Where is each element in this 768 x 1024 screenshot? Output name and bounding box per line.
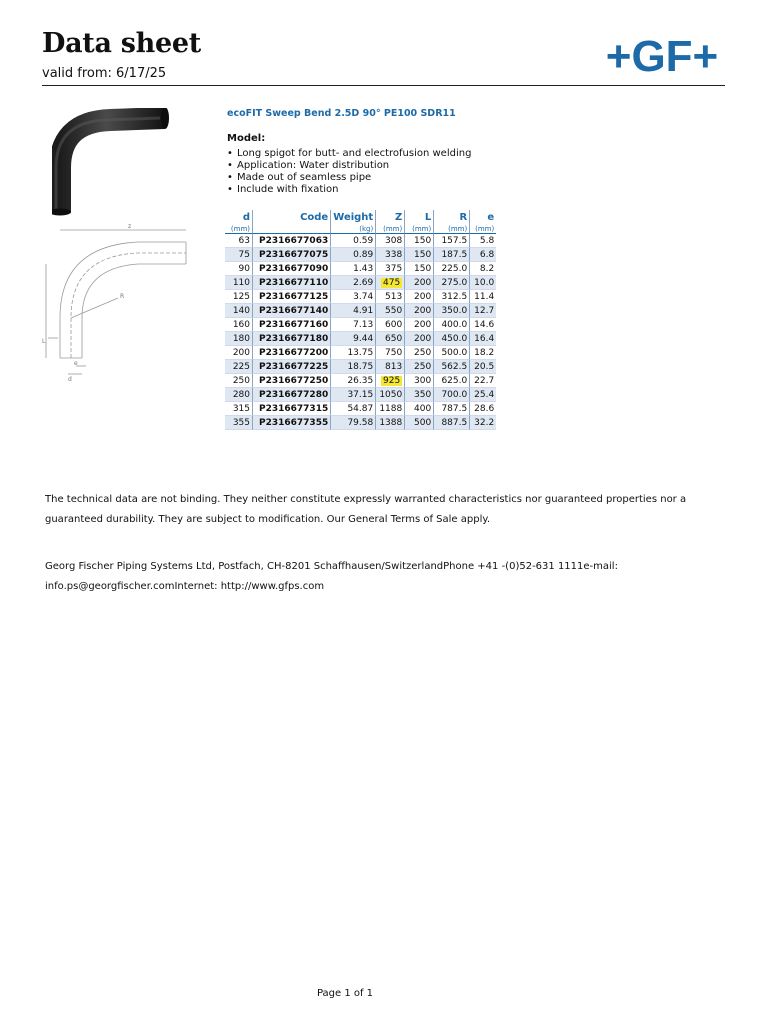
gf-logo-text: +GF+ (605, 36, 719, 76)
table-cell: 26.35 (331, 374, 376, 388)
table-cell: 2.69 (331, 276, 376, 290)
table-cell: 200 (225, 346, 253, 360)
table-cell: 225.0 (434, 262, 470, 276)
feature-item: • Made out of seamless pipe (227, 172, 471, 184)
table-cell: 18.2 (470, 346, 496, 360)
table-cell: 400 (405, 402, 434, 416)
unit-weight: (kg) (331, 224, 376, 234)
table-row (225, 416, 496, 430)
table-cell: 250 (405, 360, 434, 374)
drawing-label-z: z (128, 223, 132, 230)
disclaimer-text: The technical data are not binding. They neither constitute expressly warranted characteristics nor guaranteed properties nor a guaranteed durability. They are subject to modification. Our General Terms of Sale apply. (45, 494, 687, 525)
table-cell: 225 (225, 360, 253, 374)
table-cell: 355 (225, 416, 253, 430)
table-cell: P2316677355 (253, 416, 331, 430)
unit-r: (mm) (434, 224, 470, 234)
table-cell: 1050 (376, 388, 405, 402)
table-cell: P2316677125 (253, 290, 331, 304)
table-cell: 562.5 (434, 360, 470, 374)
highlighted-value: 925 (383, 375, 401, 386)
table-cell: 650 (376, 332, 405, 346)
table-cell: 280 (225, 388, 253, 402)
feature-item: • Include with fixation (227, 184, 471, 196)
table-cell: 10.0 (470, 276, 496, 290)
model-label: Model: (227, 133, 266, 144)
valid-from-date: valid from: 6/17/25 (42, 66, 167, 81)
table-cell: 150 (405, 262, 434, 276)
table-cell: 500 (405, 416, 434, 430)
feature-item: • Long spigot for butt- and electrofusion welding (227, 148, 471, 160)
table-cell: 513 (376, 290, 405, 304)
table-cell: 625.0 (434, 374, 470, 388)
table-cell: 1388 (376, 416, 405, 430)
table-cell: 22.7 (470, 374, 496, 388)
table-cell: 9.44 (331, 332, 376, 346)
page-number: Page 1 of 1 (316, 988, 374, 999)
table-cell: 200 (405, 318, 434, 332)
table-cell: 1188 (376, 402, 405, 416)
table-cell: 338 (376, 248, 405, 262)
table-cell: 200 (405, 332, 434, 346)
table-cell: 37.15 (331, 388, 376, 402)
table-cell: 160 (225, 318, 253, 332)
header-e: e (487, 211, 495, 223)
table-cell: 450.0 (434, 332, 470, 346)
drawing-label-l: L (42, 338, 46, 345)
table-cell: P2316677315 (253, 402, 331, 416)
header-z: Z (376, 210, 405, 224)
highlighted-value: 475 (383, 277, 401, 288)
table-cell: P2316677110 (253, 276, 331, 290)
table-cell: 3.74 (331, 290, 376, 304)
header-code: Code (253, 210, 331, 224)
table-cell: 4.91 (331, 304, 376, 318)
table-cell: 0.59 (331, 234, 376, 248)
feature-item: • Application: Water distribution (227, 160, 471, 172)
table-row (225, 262, 496, 276)
table-cell: 150 (405, 234, 434, 248)
table-cell: 550 (376, 304, 405, 318)
table-cell: 54.87 (331, 402, 376, 416)
table-cell: 200 (405, 276, 434, 290)
table-row (225, 276, 496, 290)
table-cell: 300 (405, 374, 434, 388)
table-cell: 887.5 (434, 416, 470, 430)
drawing-label-e: e (74, 360, 78, 367)
table-cell: 16.4 (470, 332, 496, 346)
unit-code (253, 224, 331, 234)
table-cell: 600 (376, 318, 405, 332)
table-cell: 250 (405, 346, 434, 360)
table-cell: 750 (376, 346, 405, 360)
table-cell: 11.4 (470, 290, 496, 304)
header-l: L (405, 210, 434, 224)
table-cell: 312.5 (434, 290, 470, 304)
table-cell: 90 (225, 262, 253, 276)
table-cell: 18.75 (331, 360, 376, 374)
table-cell (376, 276, 405, 290)
drawing-label-r: R (120, 293, 125, 300)
table-cell: 75 (225, 248, 253, 262)
table-cell: 8.2 (470, 262, 496, 276)
table-cell: 275.0 (434, 276, 470, 290)
table-cell: P2316677250 (253, 374, 331, 388)
table-cell: P2316677280 (253, 388, 331, 402)
table-cell: 110 (225, 276, 253, 290)
header-d: d (225, 210, 253, 224)
product-photo (52, 108, 182, 218)
table-row (225, 248, 496, 262)
unit-e: (mm) (470, 224, 496, 234)
table-cell: 250 (225, 374, 253, 388)
table-cell: 200 (405, 290, 434, 304)
table-row (225, 332, 496, 346)
table-unit-row (225, 224, 496, 234)
header-weight: Weight (331, 210, 376, 224)
table-cell: 375 (376, 262, 405, 276)
table-cell: P2316677225 (253, 360, 331, 374)
table-header-row (225, 210, 496, 224)
table-cell: 400.0 (434, 318, 470, 332)
table-cell: 32.2 (470, 416, 496, 430)
table-cell: 350.0 (434, 304, 470, 318)
table-cell: 13.75 (331, 346, 376, 360)
table-cell: 125 (225, 290, 253, 304)
spec-table (225, 210, 496, 430)
table-cell: 7.13 (331, 318, 376, 332)
table-row (225, 304, 496, 318)
table-cell: 63 (225, 234, 253, 248)
table-cell: 500.0 (434, 346, 470, 360)
unit-l: (mm) (405, 224, 434, 234)
gf-logo (592, 36, 732, 76)
table-cell: P2316677140 (253, 304, 331, 318)
table-cell: 28.6 (470, 402, 496, 416)
table-cell: 25.4 (470, 388, 496, 402)
table-cell: 350 (405, 388, 434, 402)
table-cell: 5.8 (470, 234, 496, 248)
table-row (225, 290, 496, 304)
table-cell: 180 (225, 332, 253, 346)
table-cell: 315 (225, 402, 253, 416)
contact-info: Georg Fischer Piping Systems Ltd, Postfach, CH-8201 Schaffhausen/SwitzerlandPhone +41 -(0)52-631 1111e-mail: info.ps@georgfischer.comInternet: http://www.gfps.com (45, 561, 618, 592)
product-title: ecoFIT Sweep Bend 2.5D 90° PE100 SDR11 (227, 108, 456, 119)
table-row (225, 388, 496, 402)
table-row (225, 318, 496, 332)
table-row (225, 234, 496, 248)
table-cell: P2316677075 (253, 248, 331, 262)
table-cell: P2316677200 (253, 346, 331, 360)
table-row (225, 346, 496, 360)
table-cell: 12.7 (470, 304, 496, 318)
table-cell: 308 (376, 234, 405, 248)
header-divider (42, 85, 725, 86)
header-r: R (434, 210, 470, 224)
page-title: Data sheet (42, 28, 201, 59)
table-cell: 14.6 (470, 318, 496, 332)
table-cell (376, 374, 405, 388)
unit-z: (mm) (376, 224, 405, 234)
table-cell: 700.0 (434, 388, 470, 402)
table-cell: 6.8 (470, 248, 496, 262)
table-cell: 813 (376, 360, 405, 374)
table-cell: P2316677160 (253, 318, 331, 332)
table-cell: 1.43 (331, 262, 376, 276)
table-cell: 20.5 (470, 360, 496, 374)
table-cell: 0.89 (331, 248, 376, 262)
unit-d: (mm) (225, 224, 253, 234)
drawing-label-d: d (68, 376, 72, 383)
feature-list (227, 148, 471, 196)
table-cell: 157.5 (434, 234, 470, 248)
table-cell: 140 (225, 304, 253, 318)
table-cell: 787.5 (434, 402, 470, 416)
spec-table-body (225, 234, 496, 430)
table-cell: 187.5 (434, 248, 470, 262)
table-row (225, 360, 496, 374)
technical-drawing (38, 218, 198, 383)
table-row (225, 402, 496, 416)
table-cell: 200 (405, 304, 434, 318)
table-row (225, 374, 496, 388)
table-cell: P2316677090 (253, 262, 331, 276)
table-cell: P2316677180 (253, 332, 331, 346)
table-cell: 150 (405, 248, 434, 262)
table-cell: P2316677063 (253, 234, 331, 248)
table-cell: 79.58 (331, 416, 376, 430)
